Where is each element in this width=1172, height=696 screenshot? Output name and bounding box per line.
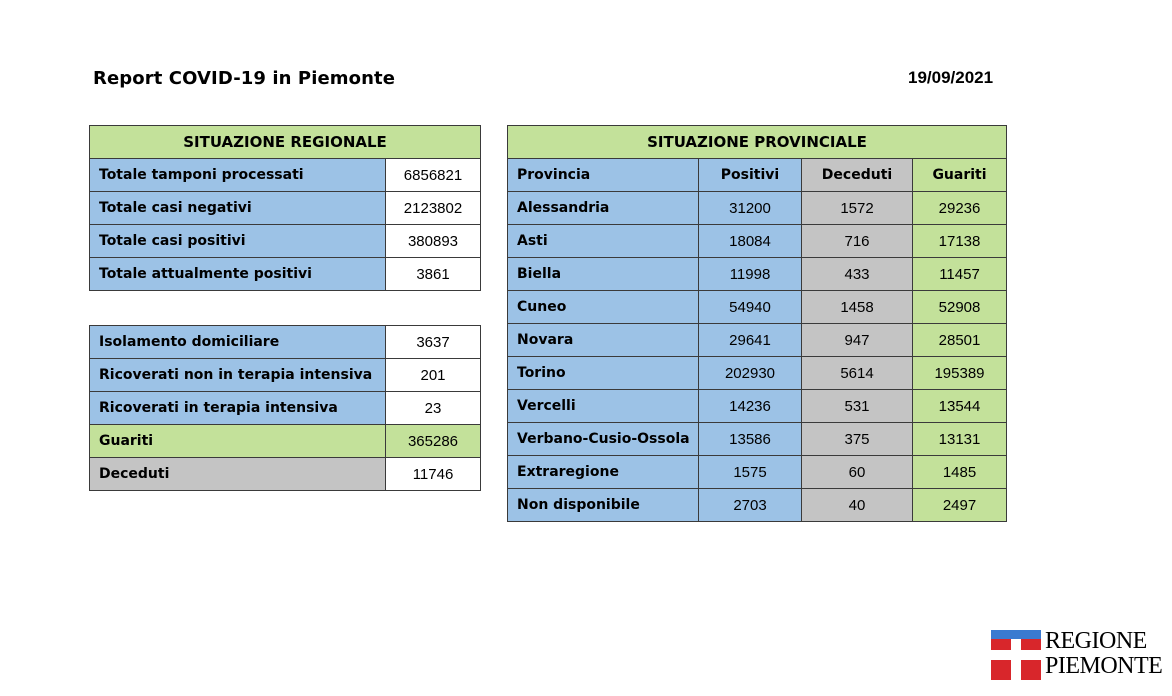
row-label: Ricoverati in terapia intensiva [90, 392, 386, 425]
table-row [508, 456, 1007, 489]
logo-text [1045, 629, 1162, 679]
deceduti-cell: 375 [802, 423, 913, 456]
provincia-cell: Non disponibile [508, 489, 699, 522]
table-row [90, 392, 481, 425]
guariti-cell: 28501 [913, 324, 1007, 357]
guariti-cell: 29236 [913, 192, 1007, 225]
row-value: 6856821 [386, 159, 481, 192]
deceduti-cell: 5614 [802, 357, 913, 390]
table-row [90, 225, 481, 258]
positivi-cell: 13586 [699, 423, 802, 456]
guariti-cell: 2497 [913, 489, 1007, 522]
provincia-cell: Alessandria [508, 192, 699, 225]
positivi-cell: 14236 [699, 390, 802, 423]
guariti-cell: 195389 [913, 357, 1007, 390]
provincia-cell: Asti [508, 225, 699, 258]
row-label: Totale casi positivi [90, 225, 386, 258]
row-label: Guariti [90, 425, 386, 458]
provincial-heading: SITUAZIONE PROVINCIALE [508, 126, 1007, 159]
row-value: 380893 [386, 225, 481, 258]
provincia-cell: Torino [508, 357, 699, 390]
table-row [90, 425, 481, 458]
page-title: Report COVID-19 in Piemonte [93, 68, 396, 89]
table-row [90, 258, 481, 291]
deceduti-cell: 947 [802, 324, 913, 357]
deceduti-cell: 60 [802, 456, 913, 489]
table-row [90, 159, 481, 192]
table-header-row [508, 159, 1007, 192]
guariti-cell: 52908 [913, 291, 1007, 324]
row-value: 3861 [386, 258, 481, 291]
column-header-guariti: Guariti [913, 159, 1007, 192]
row-value: 3637 [386, 326, 481, 359]
positivi-cell: 54940 [699, 291, 802, 324]
guariti-cell: 13544 [913, 390, 1007, 423]
table-row [508, 489, 1007, 522]
table-row [508, 390, 1007, 423]
row-label: Totale tamponi processati [90, 159, 386, 192]
table-row [508, 324, 1007, 357]
positivi-cell: 31200 [699, 192, 802, 225]
row-value: 201 [386, 359, 481, 392]
row-label: Isolamento domiciliare [90, 326, 386, 359]
positivi-cell: 2703 [699, 489, 802, 522]
column-header-positivi: Positivi [699, 159, 802, 192]
row-label: Totale casi negativi [90, 192, 386, 225]
guariti-cell: 1485 [913, 456, 1007, 489]
column-header-deceduti: Deceduti [802, 159, 913, 192]
deceduti-cell: 40 [802, 489, 913, 522]
report-date: 19/09/2021 [908, 68, 994, 87]
status-breakdown-table [89, 325, 481, 491]
regional-summary-table [89, 125, 481, 291]
regione-piemonte-logo [991, 628, 1163, 680]
table-row [508, 423, 1007, 456]
column-header-provincia: Provincia [508, 159, 699, 192]
provincia-cell: Novara [508, 324, 699, 357]
table-row [90, 326, 481, 359]
provincia-cell: Extraregione [508, 456, 699, 489]
positivi-cell: 29641 [699, 324, 802, 357]
table-row [508, 258, 1007, 291]
positivi-cell: 11998 [699, 258, 802, 291]
provincial-table [507, 125, 1007, 522]
guariti-cell: 11457 [913, 258, 1007, 291]
row-value: 23 [386, 392, 481, 425]
deceduti-cell: 716 [802, 225, 913, 258]
piemonte-flag-icon [991, 630, 1041, 680]
table-row [90, 192, 481, 225]
row-label: Ricoverati non in terapia intensiva [90, 359, 386, 392]
table-row [508, 357, 1007, 390]
regional-heading: SITUAZIONE REGIONALE [90, 126, 481, 159]
provincia-cell: Biella [508, 258, 699, 291]
provincia-cell: Vercelli [508, 390, 699, 423]
positivi-cell: 202930 [699, 357, 802, 390]
provincial-rows [508, 192, 1007, 522]
table-row [90, 458, 481, 491]
provincia-cell: Verbano-Cusio-Ossola [508, 423, 699, 456]
provincia-cell: Cuneo [508, 291, 699, 324]
table-row [90, 359, 481, 392]
guariti-cell: 17138 [913, 225, 1007, 258]
row-value: 2123802 [386, 192, 481, 225]
deceduti-cell: 531 [802, 390, 913, 423]
row-label: Totale attualmente positivi [90, 258, 386, 291]
guariti-cell: 13131 [913, 423, 1007, 456]
logo-line-2: PIEMONTE [1045, 653, 1163, 679]
table-row [508, 192, 1007, 225]
logo-line-1: REGIONE [1045, 628, 1147, 654]
row-value: 11746 [386, 458, 481, 491]
row-label: Deceduti [90, 458, 386, 491]
deceduti-cell: 1572 [802, 192, 913, 225]
positivi-cell: 18084 [699, 225, 802, 258]
deceduti-cell: 1458 [802, 291, 913, 324]
positivi-cell: 1575 [699, 456, 802, 489]
table-row [508, 291, 1007, 324]
row-value: 365286 [386, 425, 481, 458]
table-row [508, 225, 1007, 258]
deceduti-cell: 433 [802, 258, 913, 291]
